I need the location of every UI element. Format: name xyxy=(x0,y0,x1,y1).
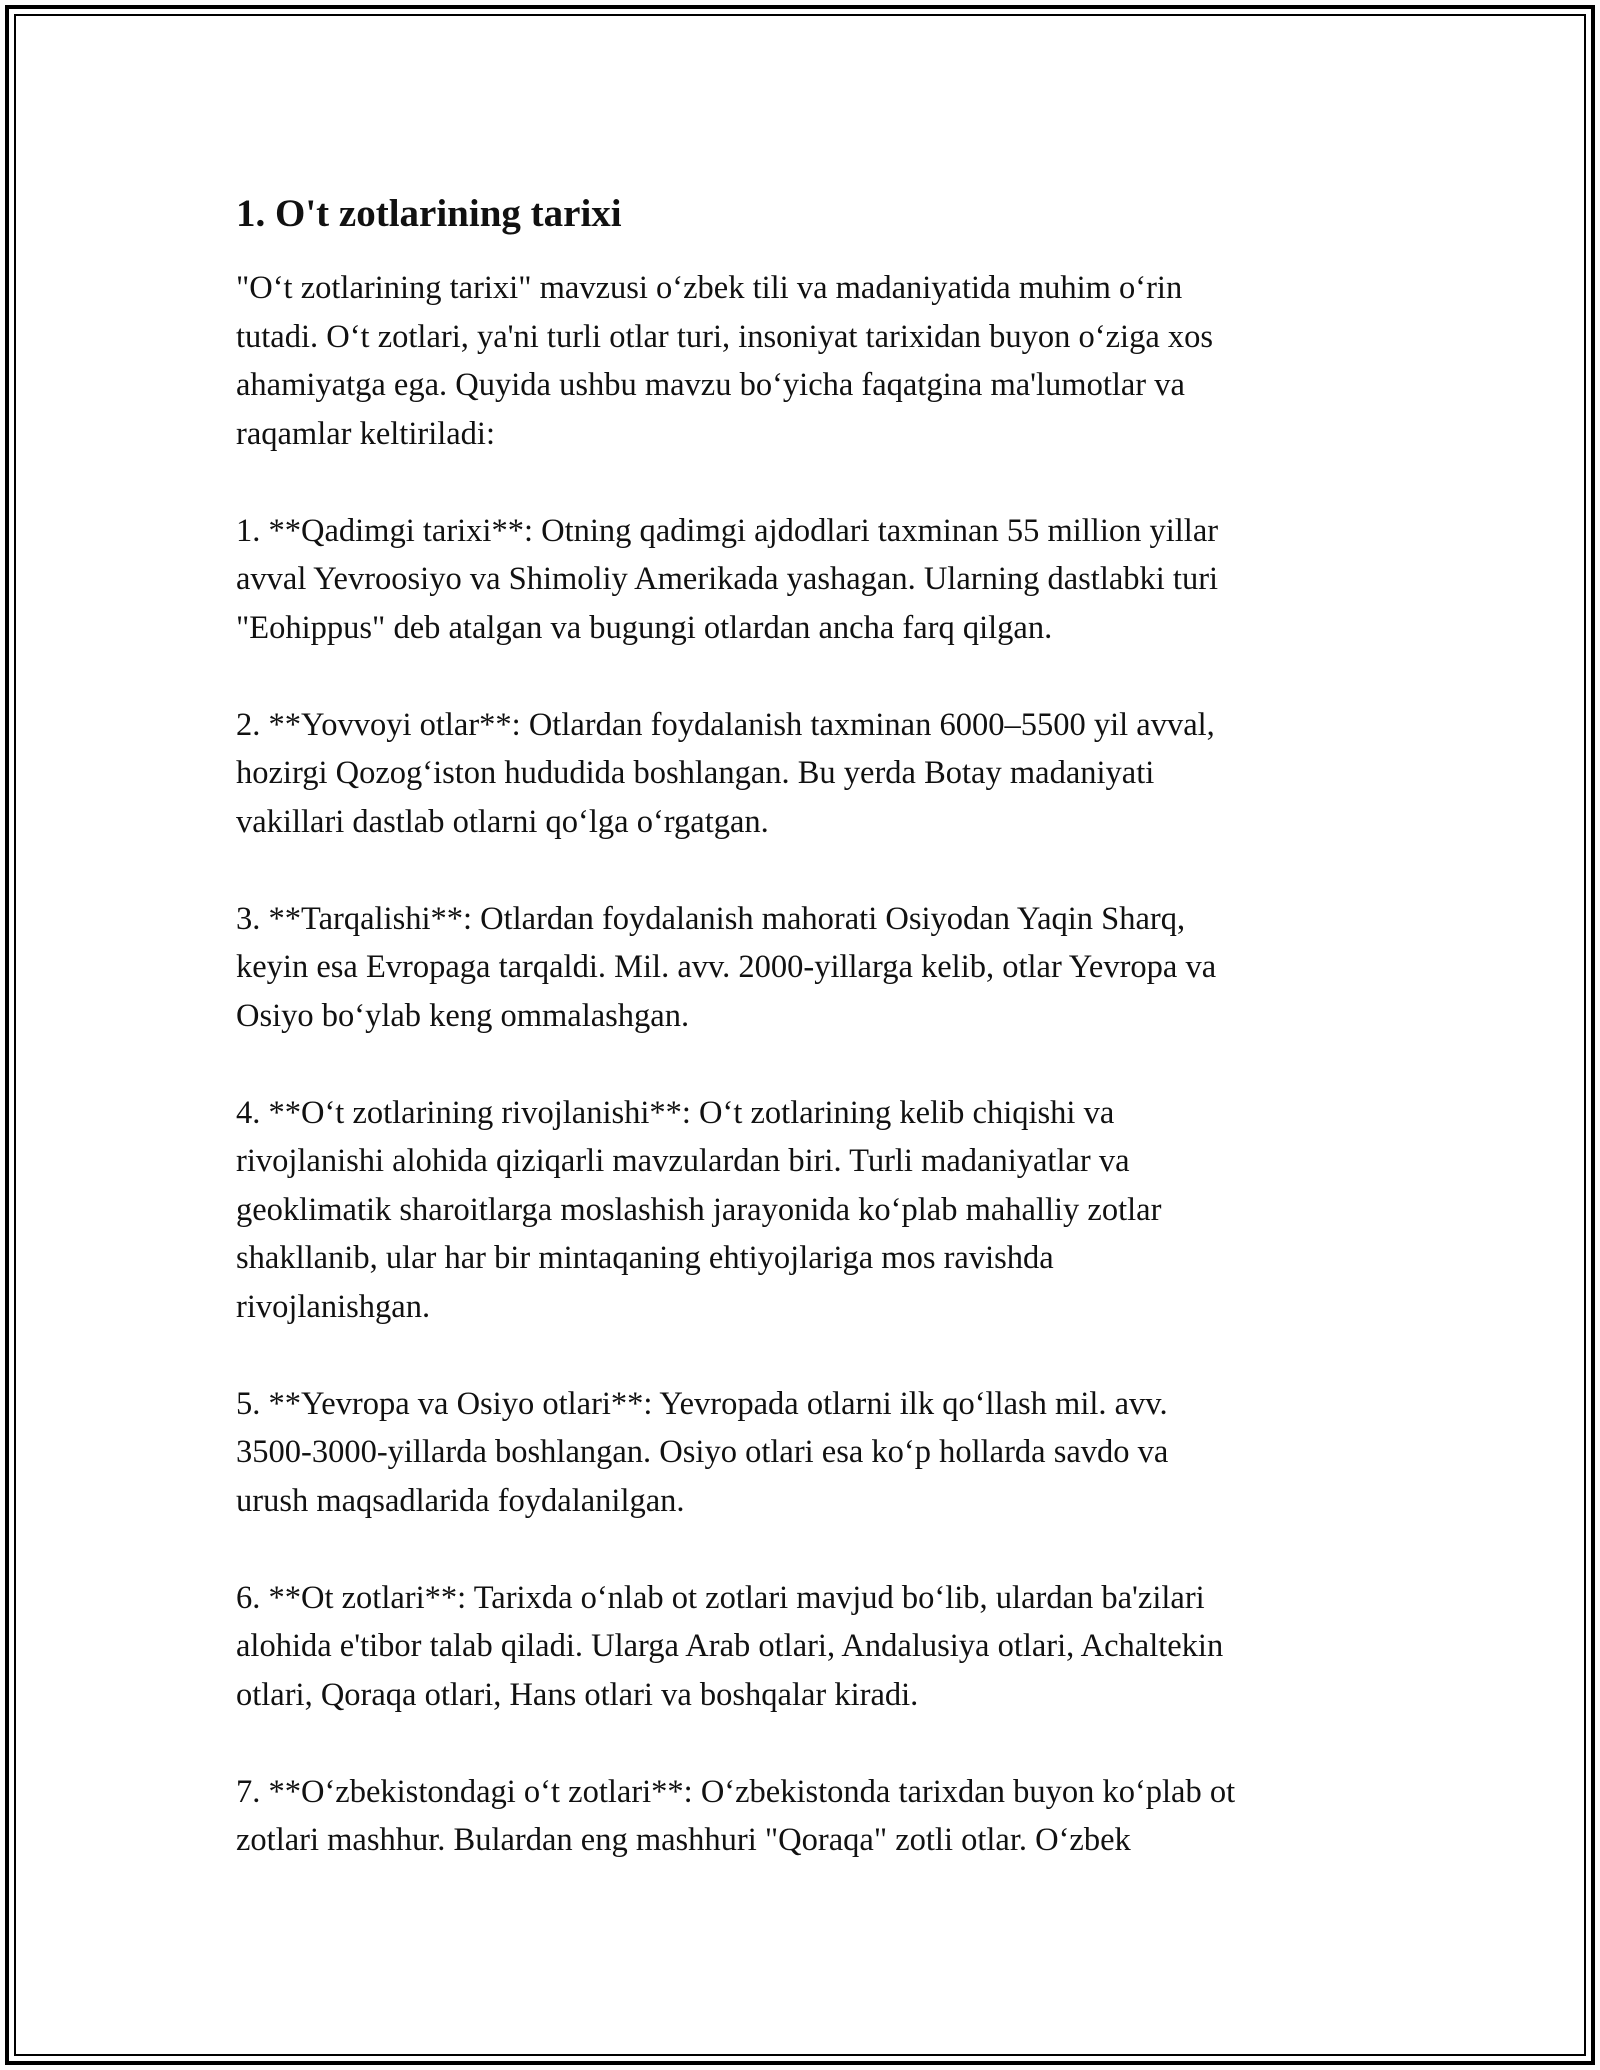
list-item-breed-development: 4. **O‘t zotlarining rivojlanishi**: O‘t zotlarining kelib chiqishi va rivojlanishi alohida qiziqarli mavzulardan biri. Turli madaniyatlar va geoklimatik sharoitlarga moslashish jarayonida ko‘plab mahalliy zotlar shakllanib, ular har bir mintaqaning ehtiyojlariga mos ravishda rivojlanishgan. xyxy=(236,1094,1162,1325)
document-title: 1. O't zotlarining tarixi xyxy=(236,192,622,235)
list-item-europe-asia-horses: 5. **Yevropa va Osiyo otlari**: Yevropada otlarni ilk qo‘llash mil. avv. 3500-3000-yillarda boshlangan. Osiyo otlari esa ko‘p hollarda savdo va urush maqsadlarida foydalanilgan. xyxy=(236,1385,1169,1519)
intro-paragraph: "O‘t zotlarining tarixi" mavzusi o‘zbek tili va madaniyatida muhim o‘rin tutadi. O‘t zotlari, ya'ni turli otlar turi, insoniyat tarixidan buyon o‘ziga xos ahamiyatga ega. Quyida ushbu mavzu bo‘yicha faqatgina ma'lumotlar va raqamlar keltiriladi: xyxy=(236,270,1214,452)
list-item-spread: 3. **Tarqalishi**: Otlardan foydalanish mahorati Osiyodan Yaqin Sharq, keyin esa Evropaga tarqaldi. Mil. avv. 2000-yillarga kelib, otlar Yevropa va Osiyo bo‘ylab keng ommalashgan. xyxy=(236,900,1217,1034)
document-body xyxy=(236,188,1386,1913)
list-item-horse-breeds: 6. **Ot zotlari**: Tarixda o‘nlab ot zotlari mavjud bo‘lib, ulardan ba'zilari alohida e'tibor talab qiladi. Ularga Arab otlari, Andalusiya otlari, Achaltekin otlari, Qoraqa otlari, Hans otlari va boshqalar kiradi. xyxy=(236,1579,1224,1713)
list-item-uzbekistan-breeds: 7. **O‘zbekistondagi o‘t zotlari**: O‘zbekistonda tarixdan buyon ko‘plab ot zotlari mashhur. Bulardan eng mashhuri "Qoraqa" zotli otlar. O‘zbek xyxy=(236,1773,1236,1858)
list-item-ancient-history: 1. **Qadimgi tarixi**: Otning qadimgi ajdodlari taxminan 55 million yillar avval Yevroosiyo va Shimoliy Amerikada yashagan. Ularning dastlabki turi "Eohippus" deb atalgan va bugungi otlardan ancha farq qilgan. xyxy=(236,512,1219,646)
list-item-wild-horses: 2. **Yovvoyi otlar**: Otlardan foydalanish taxminan 6000–5500 yil avval, hozirgi Qozog‘iston hududida boshlangan. Bu yerda Botay madaniyati vakillari dastlab otlarni qo‘lga o‘rgatgan. xyxy=(236,706,1215,840)
